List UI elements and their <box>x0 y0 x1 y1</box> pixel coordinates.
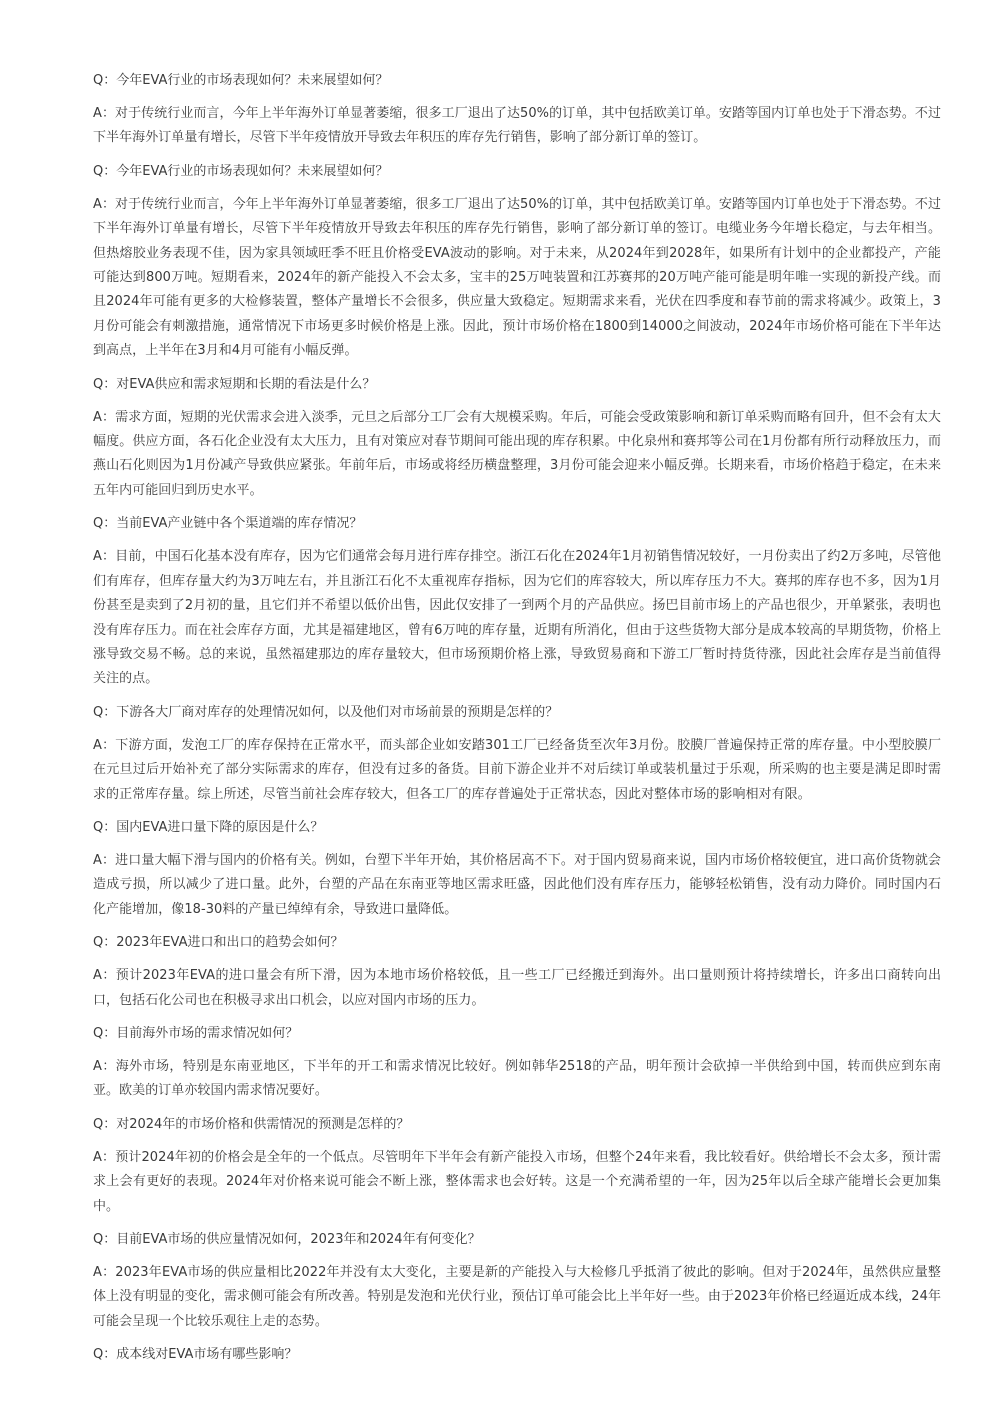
answer: A：对于传统行业而言，今年上半年海外订单显著萎缩，很多工厂退出了达50%的订单，其中包括欧美订单。安踏等国内订单也处于下滑态势。不过下半年海外订单量有增长，尽管下半年疫情放开导致去年积压的库存先行销售，影响了部分新订单的签订。 <box>93 106 941 146</box>
qa-item-8 <box>93 1022 941 1104</box>
qa-item-6 <box>93 816 941 922</box>
qa-item-2 <box>93 160 941 364</box>
qa-item-11 <box>93 1343 941 1367</box>
answer: A：进口量大幅下滑与国内的价格有关。例如，台塑下半年开始，其价格居高不下。对于国内贸易商来说，国内市场价格较便宜，进口高价货物就会造成亏损，所以减少了进口量。此外，台塑的产品在东南亚等地区需求旺盛，因此他们没有库存压力，能够轻松销售，没有动力降价。同时国内石化产能增加，像18-30料的产量已绰绰有余，导致进口量降低。 <box>93 852 941 917</box>
qa-item-10 <box>93 1228 941 1334</box>
question: Q：今年EVA行业的市场表现如何？未来展望如何？ <box>93 73 389 88</box>
answer: A：预计2023年EVA的进口量会有所下滑，因为本地市场价格较低，且一些工厂已经搬迁到海外。出口量则预计将持续增长，许多出口商转向出口，包括石化公司也在积极寻求出口机会，以应对国内市场的压力。 <box>93 968 941 1008</box>
qa-item-9 <box>93 1113 941 1219</box>
question: Q：国内EVA进口量下降的原因是什么？ <box>93 819 324 835</box>
answer: A：对于传统行业而言，今年上半年海外订单显著萎缩，很多工厂退出了达50%的订单，其中包括欧美订单。安踏等国内订单也处于下滑态势。不过下半年海外订单量有增长，尽管下半年疫情放开导致去年积压的库存先行销售，影响了部分新订单的签订。电缆业务今年增长稳定，与去年相当。但热熔胶业务表现不佳，因为家具领域旺季不旺且价格受EVA波动的影响。对于未来，从2024年到2028年，如果所有计划中的企业都投产，产能可能达到800万吨。短期看来，2024年的新产能投入不会太多，宝丰的25万吨装置和江苏赛邦的20万吨产能可能是明年唯一实现的新投产线。而且2024年可能有更多的大检修装置，整体产量增长不会很多，供应量大致稳定。短期需求来看，光伏在四季度和春节前的需求将减少。政策上，3月份可能会有刺激措施，通常情况下市场更多时候价格是上涨。因此，预计市场价格在1800到14000之间波动，2024年市场价格可能在下半年达到高点，上半年在3月和4月可能有小幅反弹。 <box>93 196 941 359</box>
question: Q：目前EVA市场的供应量情况如何，2023年和2024年有何变化？ <box>93 1232 481 1247</box>
question: Q：当前EVA产业链中各个渠道端的库存情况？ <box>93 516 363 532</box>
document-body <box>93 69 941 1376</box>
qa-item-7 <box>93 931 941 1013</box>
qa-item-4 <box>93 512 941 691</box>
question: Q：对EVA供应和需求短期和长期的看法是什么？ <box>93 376 376 392</box>
question: Q：下游各大厂商对库存的处理情况如何，以及他们对市场前景的预期是怎样的？ <box>93 704 559 720</box>
question: Q：对2024年的市场价格和供需情况的预测是怎样的？ <box>93 1116 410 1132</box>
question: Q：成本线对EVA市场有哪些影响？ <box>93 1347 298 1363</box>
qa-item-3 <box>93 373 941 504</box>
answer: A：需求方面，短期的光伏需求会进入淡季，元旦之后部分工厂会有大规模采购。年后，可能会受政策影响和新订单采购而略有回升，但不会有太大幅度。供应方面，各石化企业没有太大压力，且有对策应对春节期间可能出现的库存积累。中化泉州和赛邦等公司在1月份都有所行动释放压力，而燕山石化则因为1月份减产导致供应紧张。年前年后，市场或将经历横盘整理，3月份可能会迎来小幅反弹。长期来看，市场价格趋于稳定，在未来五年内可能回归到历史水平。 <box>93 409 941 498</box>
question: Q：今年EVA行业的市场表现如何？未来展望如何？ <box>93 163 389 179</box>
answer: A：目前，中国石化基本没有库存，因为它们通常会每月进行库存排空。浙江石化在2024年1月初销售情况较好，一月份卖出了约2万多吨，尽管他们有库存，但库存量大约为3万吨左右，并且浙江石化不太重视库存指标，因为它们的库容较大，所以库存压力不大。赛邦的库存也不多，因为1月份甚至是卖到了2月初的量，且它们并不希望以低价出售，因此仅安排了一到两个月的产品供应。扬巴目前市场上的产品也很少，开单紧张，表明也没有库存压力。而在社会库存方面，尤其是福建地区，曾有6万吨的库存量，近期有所消化，但由于这些货物大部分是成本较高的早期货物，价格上涨导致交易不畅。总的来说，虽然福建那边的库存量较大，但市场预期价格上涨，导致贸易商和下游工厂暂时持货待涨，因此社会库存是当前值得关注的点。 <box>93 549 941 687</box>
answer: A：下游方面，发泡工厂的库存保持在正常水平，而头部企业如安踏301工厂已经备货至次年3月份。胶膜厂普遍保持正常的库存量。中小型胶膜厂在元旦过后开始补充了部分实际需求的库存，但没有过多的备货。目前下游企业并不对后续订单或装机量过于乐观，所采购的也主要是满足即时需求的正常库存量。综上所述，尽管当前社会库存较大，但各工厂的库存普遍处于正常状态，因此对整体市场的影响相对有限。 <box>93 737 941 802</box>
question: Q：目前海外市场的需求情况如何？ <box>93 1025 299 1041</box>
answer: A：海外市场，特别是东南亚地区，下半年的开工和需求情况比较好。例如韩华2518的产品，明年预计会砍掉一半供给到中国，转而供应到东南亚。欧美的订单亦较国内需求情况要好。 <box>93 1058 941 1099</box>
question: Q：2023年EVA进口和出口的趋势会如何？ <box>93 935 344 951</box>
answer: A：2023年EVA市场的供应量相比2022年并没有太大变化，主要是新的产能投入与大检修几乎抵消了彼此的影响。但对于2024年，虽然供应量整体上没有明显的变化，需求侧可能会有所改善。特别是发泡和光伏行业，预估订单可能会比上半年好一些。由于2023年价格已经逼近成本线，24年可能会呈现一个比较乐观往上走的态势。 <box>93 1265 941 1329</box>
qa-item-1 <box>93 69 941 151</box>
qa-item-5 <box>93 701 941 807</box>
answer: A：预计2024年初的价格会是全年的一个低点。尽管明年下半年会有新产能投入市场，但整个24年来看，我比较看好。供给增长不会太多，预计需求上会有更好的表现。2024年对价格来说可能会不断上涨，整体需求也会好转。这是一个充满希望的一年，因为25年以后全球产能增长会更加集中。 <box>93 1149 941 1214</box>
